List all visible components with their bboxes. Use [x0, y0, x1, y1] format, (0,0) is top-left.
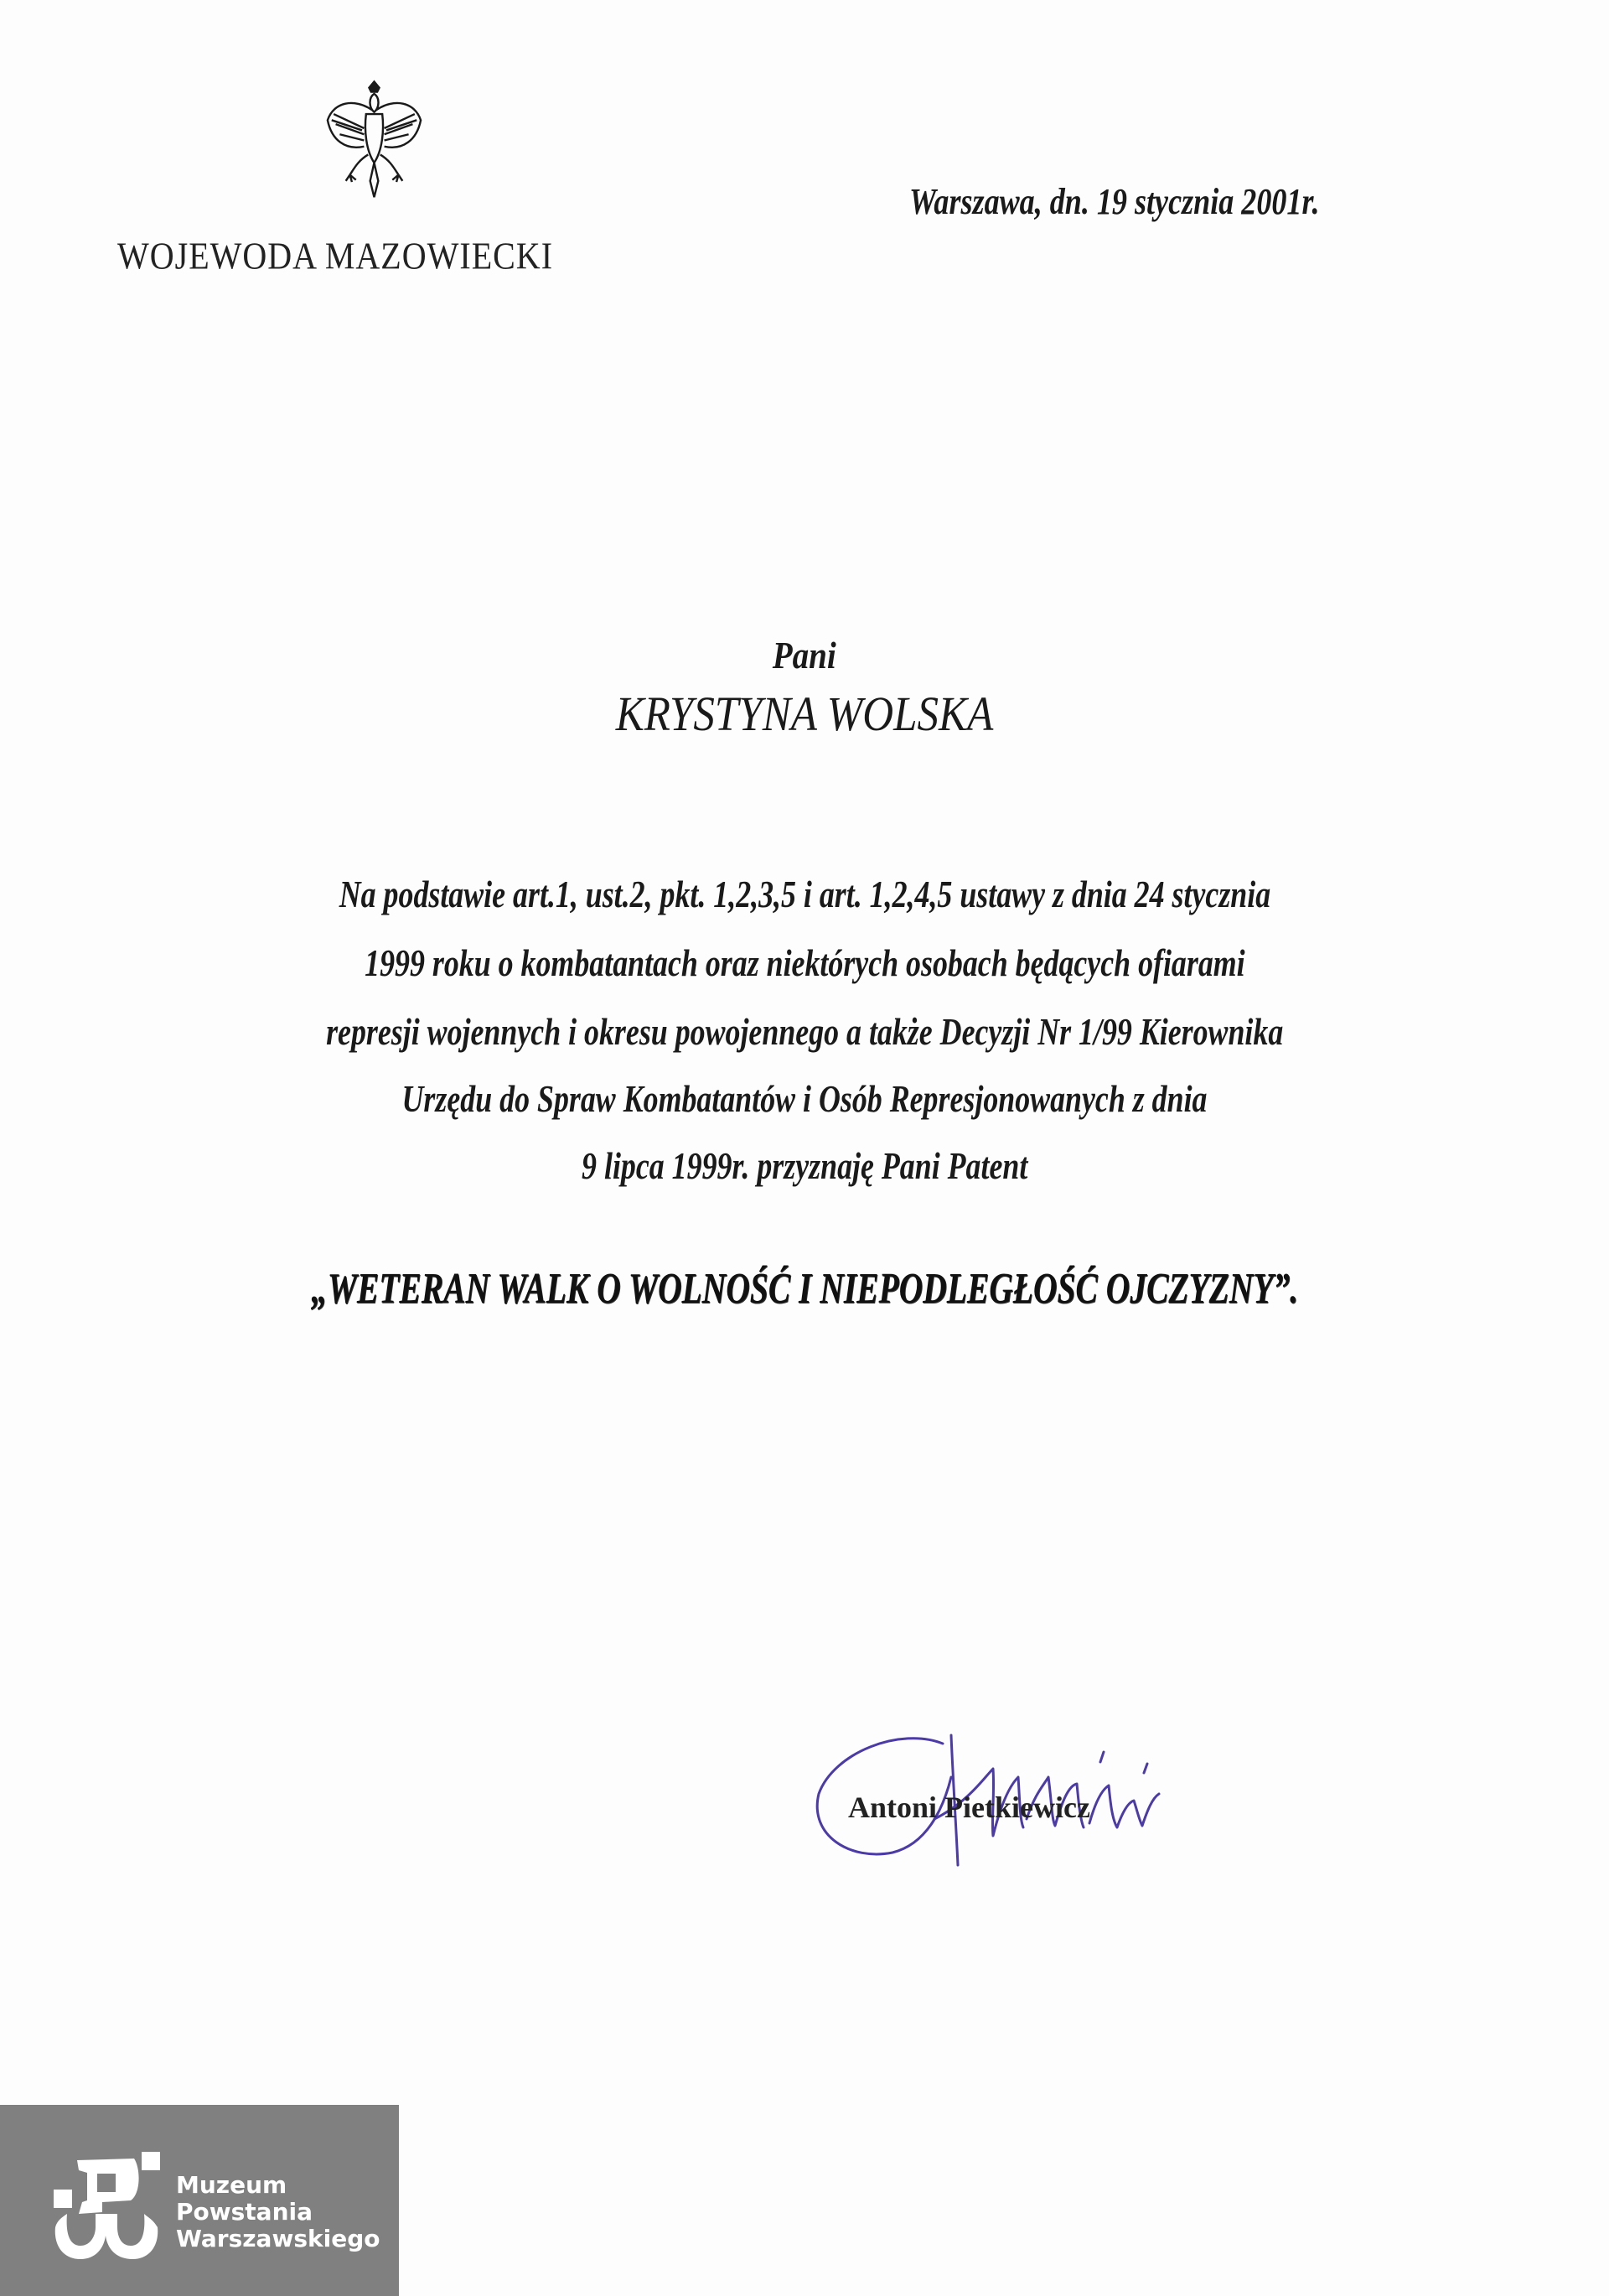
patent-title-text: „WETERAN WALK O WOLNOŚĆ I NIEPODLEGŁOŚĆ OJCZYZNY”. — [310, 1265, 1299, 1313]
body-line-text: Urzędu do Spraw Kombatantów i Osób Represjonowanych z dnia — [401, 1077, 1208, 1120]
body-line — [0, 1143, 1609, 1188]
date-line: Warszawa, dn. 19 stycznia 2001r. — [909, 181, 1320, 222]
body-line-text: 1999 roku o kombatantach oraz niektórych osobach będących ofiarami — [364, 941, 1245, 984]
signatory-name: Antoni Pietkiewicz — [848, 1791, 1090, 1824]
body-line — [0, 1009, 1609, 1054]
patent-title — [0, 1264, 1609, 1314]
museum-name — [176, 2172, 380, 2252]
body-line — [0, 941, 1609, 985]
polish-eagle-emblem-icon — [322, 80, 427, 201]
body-line — [0, 1076, 1609, 1121]
handwritten-signature-icon — [800, 1693, 1203, 1869]
body-line — [0, 872, 1609, 916]
salutation-text: Pani — [772, 634, 837, 676]
body-line-text: Na podstawie art.1, ust.2, pkt. 1,2,3,5 i art. 1,2,4,5 ustawy z dnia 24 stycznia — [339, 873, 1270, 915]
museum-watermark — [0, 2105, 399, 2296]
recipient-name-text: KRYSTYNA WOLSKA — [615, 687, 994, 741]
recipient-name — [0, 686, 1609, 742]
body-line-text: 9 lipca 1999r. przyznaję Pani Patent — [581, 1144, 1028, 1187]
museum-name-line: Muzeum — [176, 2171, 287, 2199]
museum-name-line: Powstania — [176, 2198, 313, 2226]
salutation — [0, 633, 1609, 677]
body-line-text: represji wojennych i okresu powojennego a także Decyzji Nr 1/99 Kierownika — [325, 1010, 1284, 1053]
authority-heading: WOJEWODA MAZOWIECKI — [117, 234, 554, 277]
museum-name-line: Warszawskiego — [176, 2225, 380, 2252]
kotwica-anchor-logo-icon — [54, 2152, 163, 2261]
